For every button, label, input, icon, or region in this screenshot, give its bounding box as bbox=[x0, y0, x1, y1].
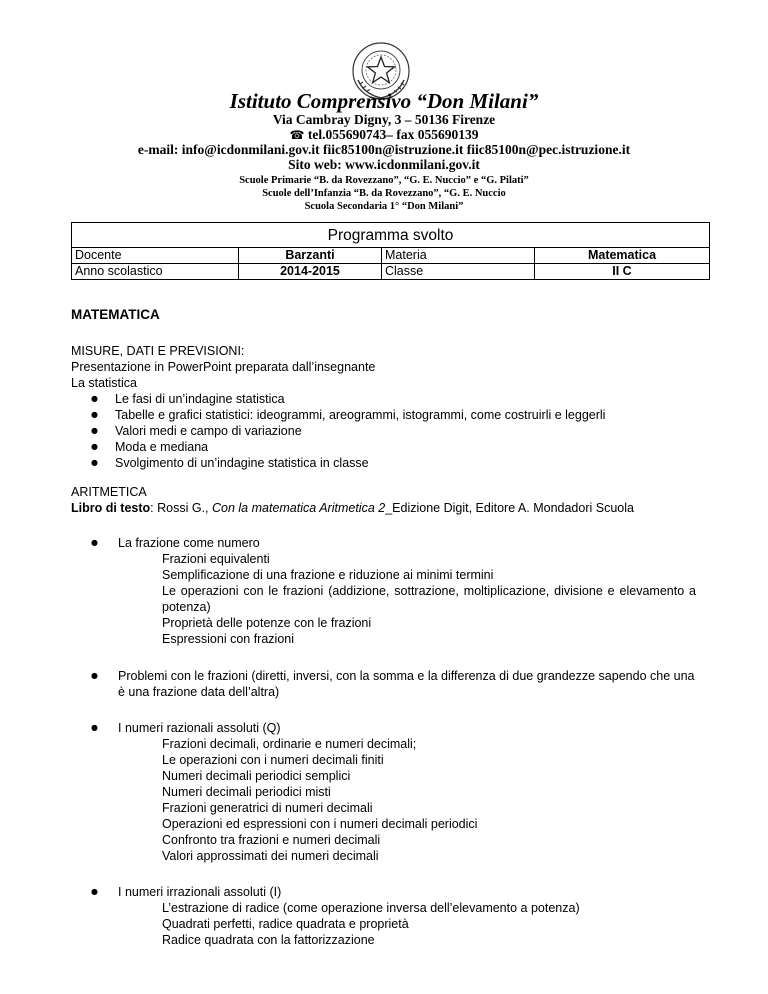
list-item: Valori medi e campo di variazione bbox=[115, 424, 302, 438]
frazione-title: La frazione come numero bbox=[118, 536, 260, 550]
classe-label: Classe bbox=[382, 264, 535, 280]
bullet-icon: ● bbox=[91, 442, 98, 451]
program-info-table bbox=[71, 222, 710, 280]
anno-label: Anno scolastico bbox=[72, 264, 239, 280]
misure-title: MISURE, DATI E PREVISIONI: bbox=[71, 344, 245, 358]
sub-item: Proprietà delle potenze con le frazioni bbox=[162, 616, 372, 630]
materia-value: Matematica bbox=[535, 248, 710, 264]
sub-item: L’estrazione di radice (come operazione inversa dell’elevamento a potenza) bbox=[162, 901, 580, 915]
anno-value: 2014-2015 bbox=[239, 264, 382, 280]
misure-line2: La statistica bbox=[71, 376, 138, 390]
sub-item: Semplificazione di una frazione e riduzione ai minimi termini bbox=[162, 568, 494, 582]
list-item: Svolgimento di un’indagine statistica in classe bbox=[115, 456, 369, 470]
sub-item: Frazioni equivalenti bbox=[162, 552, 270, 566]
sub-item: Confronto tra frazioni e numeri decimali bbox=[162, 833, 381, 847]
bullet-icon: ● bbox=[91, 410, 98, 419]
materia-label: Materia bbox=[382, 248, 535, 264]
main-title: MATEMATICA bbox=[71, 307, 160, 322]
sub-item: Frazioni generatrici di numeri decimali bbox=[162, 801, 373, 815]
infancy-schools: Scuole dell’Infanzia “B. da Rovezzano”, “G. E. Nuccio bbox=[262, 188, 506, 199]
bullet-icon: ● bbox=[91, 458, 98, 467]
sub-item: Valori approssimati dei numeri decimali bbox=[162, 849, 379, 863]
bullet-icon: ● bbox=[91, 394, 98, 403]
textbook-title: Con la matematica Aritmetica 2 bbox=[212, 501, 386, 515]
textbook-edition: _Edizione Digit, Editore A. Mondadori Scuola bbox=[385, 501, 634, 515]
school-website: Sito web: www.icdonmilani.gov.it bbox=[288, 157, 480, 172]
sub-item: Espressioni con frazioni bbox=[162, 632, 295, 646]
misure-line1: Presentazione in PowerPoint preparata dall’insegnante bbox=[71, 360, 376, 374]
list-item: Le fasi di un’indagine statistica bbox=[115, 392, 285, 406]
textbook-label: Libro di testo bbox=[71, 501, 151, 515]
bullet-icon: ● bbox=[91, 671, 98, 680]
phone-text: tel.055690743– fax 055690139 bbox=[307, 127, 479, 142]
school-phone bbox=[0, 127, 768, 143]
docente-value: Barzanti bbox=[239, 248, 382, 264]
problemi-item: Problemi con le frazioni (diretti, inversi, con la somma e la differenza di due grandezze sapendo che una è una frazione data dell’altra) bbox=[118, 669, 695, 699]
sub-item: Quadrati perfetti, radice quadrata e proprietà bbox=[162, 917, 409, 931]
telephone-icon: ☎ bbox=[289, 128, 305, 142]
sub-item: Frazioni decimali, ordinarie e numeri decimali; bbox=[162, 737, 417, 751]
table-title: Programma svolto bbox=[72, 223, 710, 248]
secondary-school: Scuola Secondaria 1° “Don Milani” bbox=[304, 201, 464, 212]
razionali-title: I numeri razionali assoluti (Q) bbox=[118, 721, 281, 735]
sub-item: Operazioni ed espressioni con i numeri decimali periodici bbox=[162, 817, 478, 831]
sub-item: Le operazioni con i numeri decimali finiti bbox=[162, 753, 384, 767]
irrazionali-title: I numeri irrazionali assoluti (I) bbox=[118, 885, 282, 899]
sub-item: Le operazioni con le frazioni (addizione, sottrazione, moltiplicazione, divisione e elevamento a potenza) bbox=[162, 584, 696, 614]
bullet-icon: ● bbox=[91, 887, 98, 896]
classe-value: II C bbox=[535, 264, 710, 280]
school-address: Via Cambray Digny, 3 – 50136 Firenze bbox=[272, 112, 496, 127]
docente-label: Docente bbox=[72, 248, 239, 264]
sub-item: Radice quadrata con la fattorizzazione bbox=[162, 933, 375, 947]
school-name: Istituto Comprensivo “Don Milani” bbox=[229, 89, 539, 113]
sub-item: Numeri decimali periodici misti bbox=[162, 785, 331, 799]
primary-schools: Scuole Primarie “B. da Rovezzano”, “G. E. Nuccio” e “G. Pilati” bbox=[239, 175, 529, 186]
sub-item: Numeri decimali periodici semplici bbox=[162, 769, 351, 783]
bullet-icon: ● bbox=[91, 723, 98, 732]
textbook-author: : Rossi G., bbox=[150, 501, 212, 515]
textbook-line bbox=[71, 500, 634, 516]
list-item: Moda e mediana bbox=[115, 440, 209, 454]
school-emails: e-mail: info@icdonmilani.gov.it fiic85100n@istruzione.it fiic85100n@pec.istruzione.it bbox=[137, 142, 631, 157]
bullet-icon: ● bbox=[91, 538, 98, 547]
bullet-icon: ● bbox=[91, 426, 98, 435]
aritmetica-title: ARITMETICA bbox=[71, 485, 147, 499]
list-item: Tabelle e grafici statistici: ideogrammi, areogrammi, istogrammi, come costruirli e leggerli bbox=[115, 408, 606, 422]
